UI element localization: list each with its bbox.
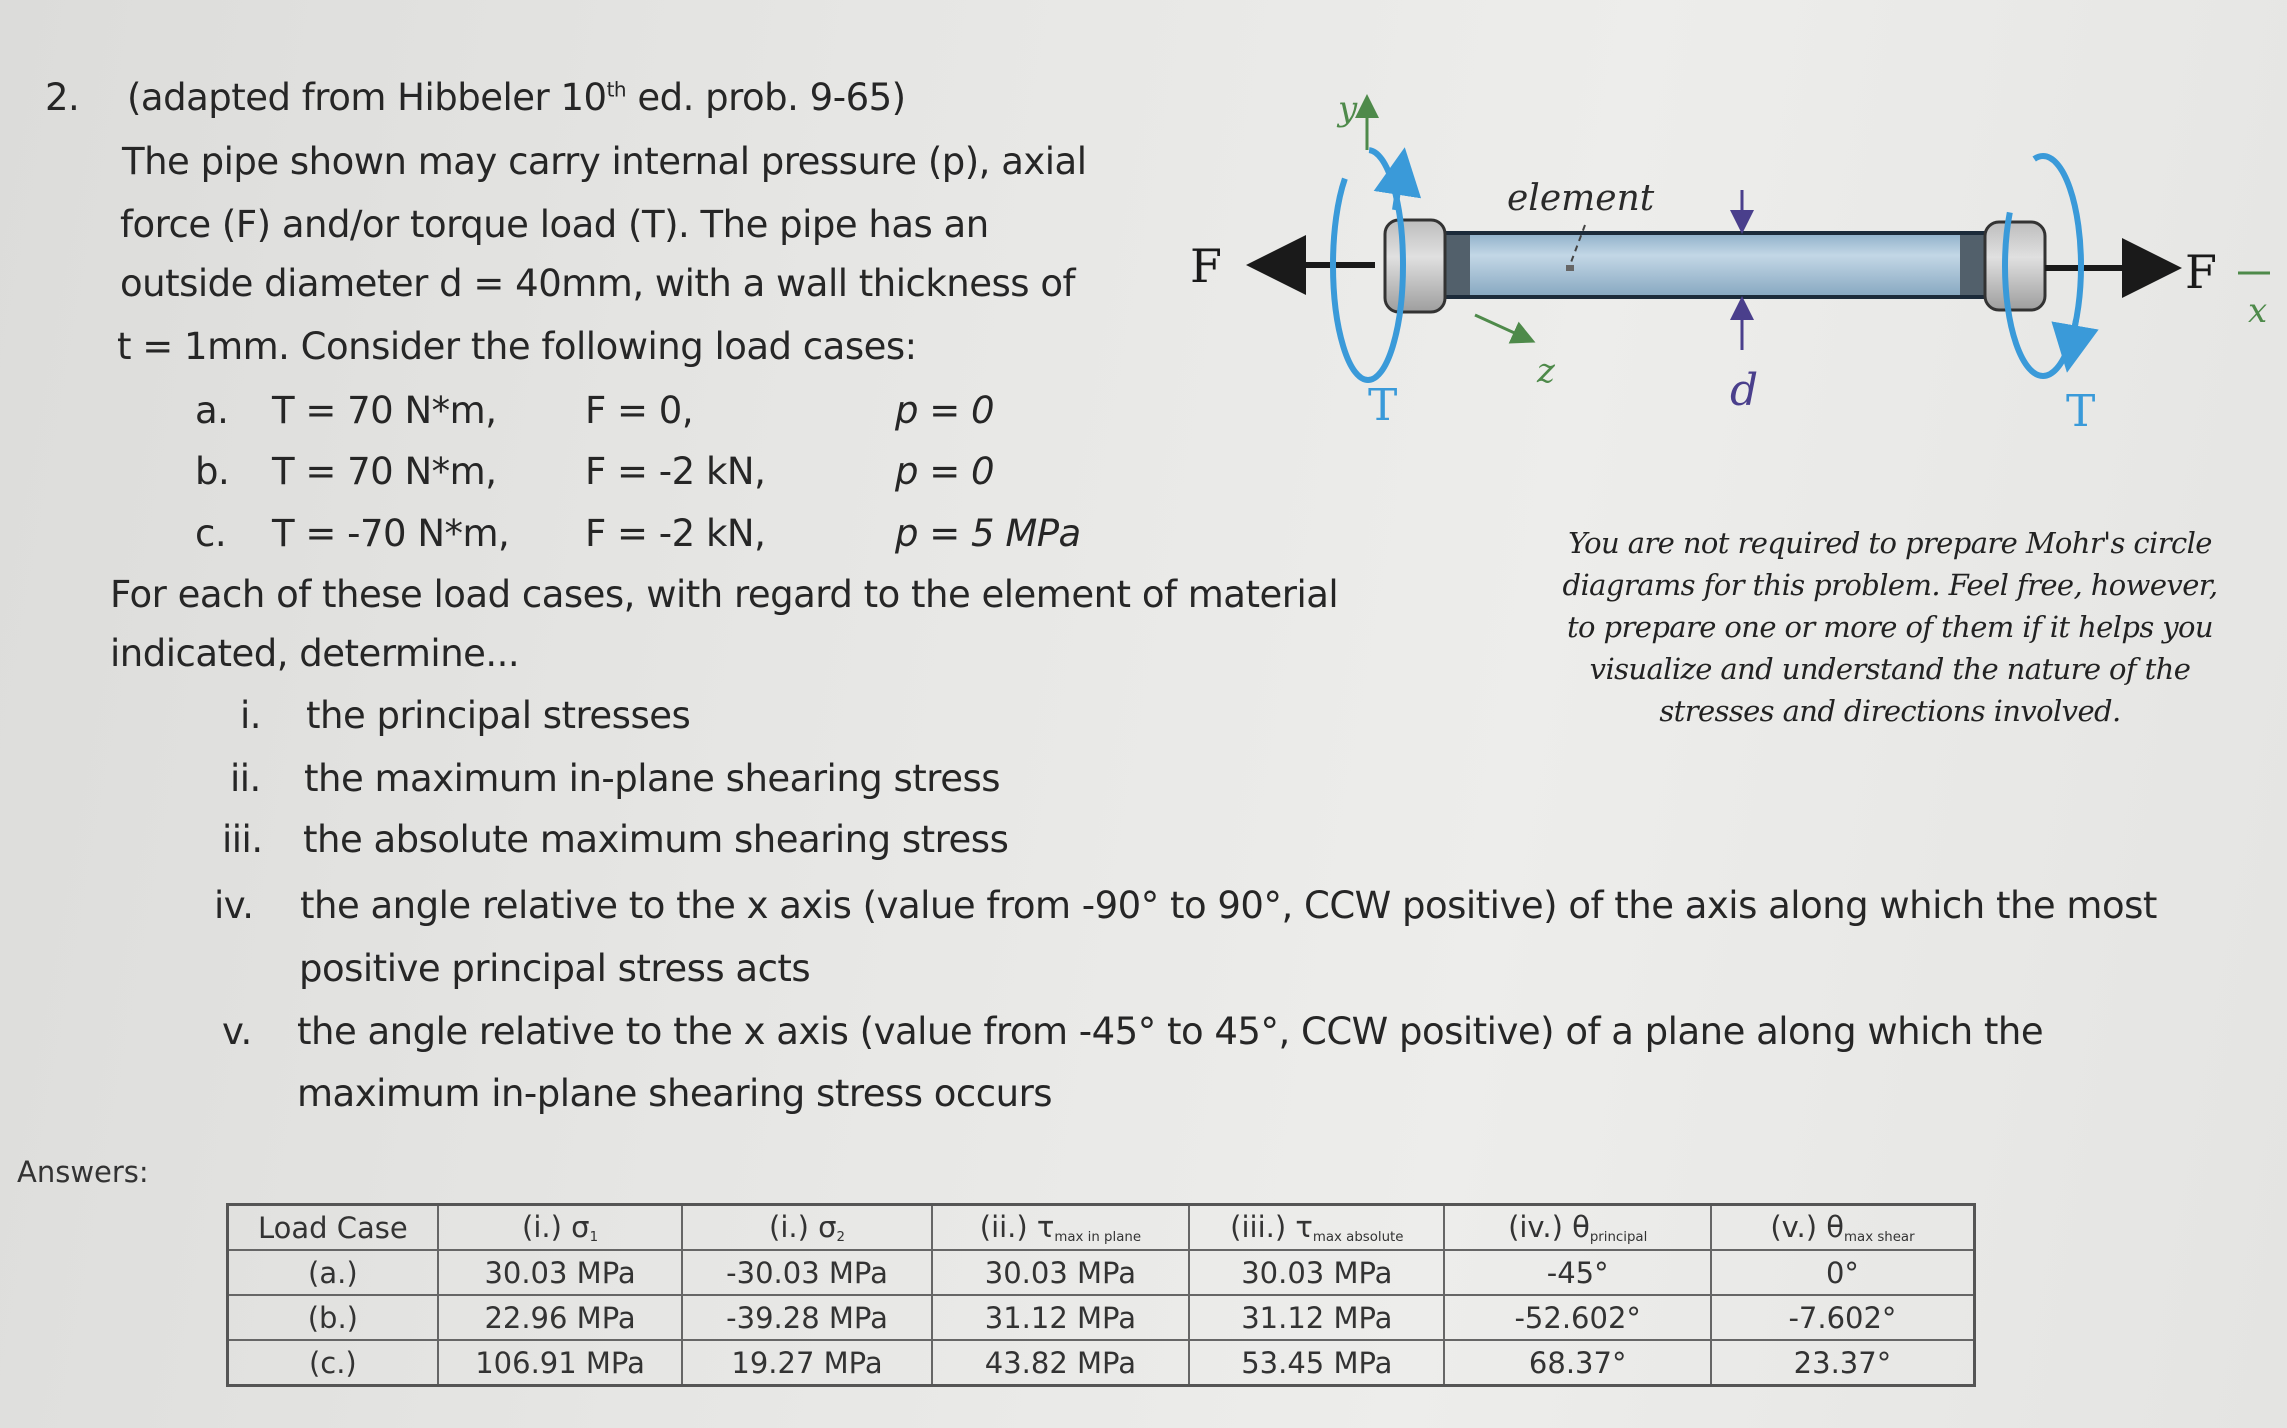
right-force-arrow-icon xyxy=(2045,245,2217,299)
question-label: iii. xyxy=(222,818,263,861)
load-case-force: F = -2 kN, xyxy=(585,450,766,493)
cell-tau-in-plane: 31.12 MPa xyxy=(932,1295,1190,1340)
header-label: Load Case xyxy=(257,1210,408,1245)
pipe-body xyxy=(1440,233,1985,297)
pipe-thread-right xyxy=(1960,235,1985,295)
cell-sigma1: 22.96 MPa xyxy=(438,1295,683,1340)
question-label: iv. xyxy=(214,884,254,927)
pipe-thread-left xyxy=(1445,235,1470,295)
cell-theta-principal: 68.37° xyxy=(1444,1340,1710,1386)
left-force-label: F xyxy=(1190,239,1222,293)
pipe-diagram xyxy=(1170,70,2270,450)
cell-sigma2: -39.28 MPa xyxy=(682,1295,931,1340)
question-text: the absolute maximum shearing stress xyxy=(303,818,1009,861)
question-text: the angle relative to the x axis (value from -45° to 45°, CCW positive) of a plane along which the xyxy=(297,1010,2044,1053)
cell-sigma1: 106.91 MPa xyxy=(438,1340,683,1386)
cell-load-case: (a.) xyxy=(228,1250,438,1295)
question-text: the angle relative to the x axis (value from -90° to 90°, CCW positive) of the axis along which the most xyxy=(300,884,2157,927)
header-tau-max-in-plane xyxy=(932,1205,1190,1251)
right-end-cap xyxy=(1985,222,2045,310)
header-subscript: max in plane xyxy=(1054,1230,1142,1246)
right-torque-label: T xyxy=(2066,386,2096,437)
note-line: stresses and directions involved. xyxy=(1659,694,2121,728)
header-theta-principal xyxy=(1444,1205,1710,1251)
load-case-label: a. xyxy=(195,389,229,432)
question-text-cont: maximum in-plane shearing stress occurs xyxy=(297,1072,1053,1115)
left-torque-label: T xyxy=(1368,380,1398,431)
header-subscript: max absolute xyxy=(1312,1230,1404,1246)
instruction-line-1: For each of these load cases, with regard to the element of material xyxy=(110,573,1339,616)
load-case-torque: T = -70 N*m, xyxy=(272,512,510,555)
header-load-case xyxy=(228,1205,438,1251)
cell-load-case: (b.) xyxy=(228,1295,438,1340)
table-row xyxy=(228,1295,1975,1340)
y-axis-label: y xyxy=(1338,89,1358,129)
diameter-dimension-icon xyxy=(1730,190,1758,416)
header-subscript: 1 xyxy=(589,1230,599,1246)
cell-tau-in-plane: 30.03 MPa xyxy=(932,1250,1190,1295)
mohr-circle-note xyxy=(1560,522,2220,732)
question-text: the principal stresses xyxy=(306,694,691,737)
left-force-arrow-icon xyxy=(1190,239,1375,293)
left-end-cap xyxy=(1385,220,1445,312)
table-row xyxy=(228,1250,1975,1295)
question-text-cont: positive principal stress acts xyxy=(299,947,811,990)
cell-theta-shear: -7.602° xyxy=(1711,1295,1975,1340)
note-line: diagrams for this problem. Feel free, however, xyxy=(1562,568,2218,602)
cell-tau-absolute: 30.03 MPa xyxy=(1189,1250,1444,1295)
load-case-label: c. xyxy=(195,512,227,555)
cell-theta-shear: 0° xyxy=(1711,1250,1975,1295)
cell-tau-absolute: 31.12 MPa xyxy=(1189,1295,1444,1340)
cell-theta-principal: -52.602° xyxy=(1444,1295,1710,1340)
cell-sigma2: -30.03 MPa xyxy=(682,1250,931,1295)
note-line: You are not required to prepare Mohr's circle xyxy=(1568,526,2212,560)
header-label: (v.) θ xyxy=(1770,1209,1845,1244)
header-label: (i.) σ xyxy=(522,1209,590,1244)
load-case-pressure: p = 5 MPa xyxy=(895,512,1081,555)
z-axis-icon xyxy=(1475,315,1556,391)
x-axis-icon xyxy=(2238,273,2270,331)
cell-tau-absolute: 53.45 MPa xyxy=(1189,1340,1444,1386)
problem-source xyxy=(127,76,906,119)
note-line: to prepare one or more of them if it helps you xyxy=(1567,610,2213,644)
diameter-label: d xyxy=(1730,365,1759,416)
header-label: (iii.) τ xyxy=(1230,1209,1313,1244)
table-header-row xyxy=(228,1205,1975,1251)
x-axis-label: x xyxy=(2248,291,2268,331)
answers-table xyxy=(226,1203,1976,1387)
header-subscript: principal xyxy=(1589,1230,1648,1246)
intro-line-3: outside diameter d = 40mm, with a wall thickness of xyxy=(120,262,1075,305)
intro-line-1: The pipe shown may carry internal pressure (p), axial xyxy=(122,140,1087,183)
source-superscript: th xyxy=(606,77,627,102)
header-label: (iv.) θ xyxy=(1508,1209,1590,1244)
header-subscript: 2 xyxy=(836,1230,846,1246)
header-sigma1 xyxy=(438,1205,683,1251)
cell-tau-in-plane: 43.82 MPa xyxy=(932,1340,1190,1386)
source-prefix: (adapted from Hibbeler 10 xyxy=(127,76,607,119)
intro-line-4: t = 1mm. Consider the following load cases: xyxy=(117,325,917,368)
header-label: (ii.) τ xyxy=(979,1209,1055,1244)
cell-theta-principal: -45° xyxy=(1444,1250,1710,1295)
header-subscript: max shear xyxy=(1844,1230,1915,1246)
load-case-force: F = -2 kN, xyxy=(585,512,766,555)
cell-load-case: (c.) xyxy=(228,1340,438,1386)
element-marker xyxy=(1566,265,1574,271)
intro-line-2: force (F) and/or torque load (T). The pipe has an xyxy=(120,203,989,246)
cell-sigma1: 30.03 MPa xyxy=(438,1250,683,1295)
instruction-line-2: indicated, determine... xyxy=(110,632,520,675)
problem-number: 2. xyxy=(45,76,80,119)
header-sigma2 xyxy=(682,1205,931,1251)
question-label: ii. xyxy=(230,757,261,800)
load-case-force: F = 0, xyxy=(585,389,694,432)
load-case-label: b. xyxy=(195,450,230,493)
load-case-pressure: p = 0 xyxy=(895,450,995,493)
answers-label: Answers: xyxy=(17,1155,149,1189)
load-case-pressure: p = 0 xyxy=(895,389,995,432)
question-label: i. xyxy=(240,694,262,737)
header-theta-max-shear xyxy=(1711,1205,1975,1251)
source-suffix: ed. prob. 9-65) xyxy=(626,76,906,119)
element-label: element xyxy=(1507,178,1655,219)
load-case-torque: T = 70 N*m, xyxy=(272,389,497,432)
table-row xyxy=(228,1340,1975,1386)
header-tau-max-absolute xyxy=(1189,1205,1444,1251)
question-text: the maximum in-plane shearing stress xyxy=(304,757,1001,800)
right-force-label: F xyxy=(2185,245,2217,299)
cell-theta-shear: 23.37° xyxy=(1711,1340,1975,1386)
y-axis-icon xyxy=(1336,89,1367,150)
cell-sigma2: 19.27 MPa xyxy=(682,1340,931,1386)
z-axis-label: z xyxy=(1537,351,1555,391)
header-label: (i.) σ xyxy=(769,1209,837,1244)
load-case-torque: T = 70 N*m, xyxy=(272,450,497,493)
note-line: visualize and understand the nature of the xyxy=(1589,652,2191,686)
question-label: v. xyxy=(222,1010,252,1053)
